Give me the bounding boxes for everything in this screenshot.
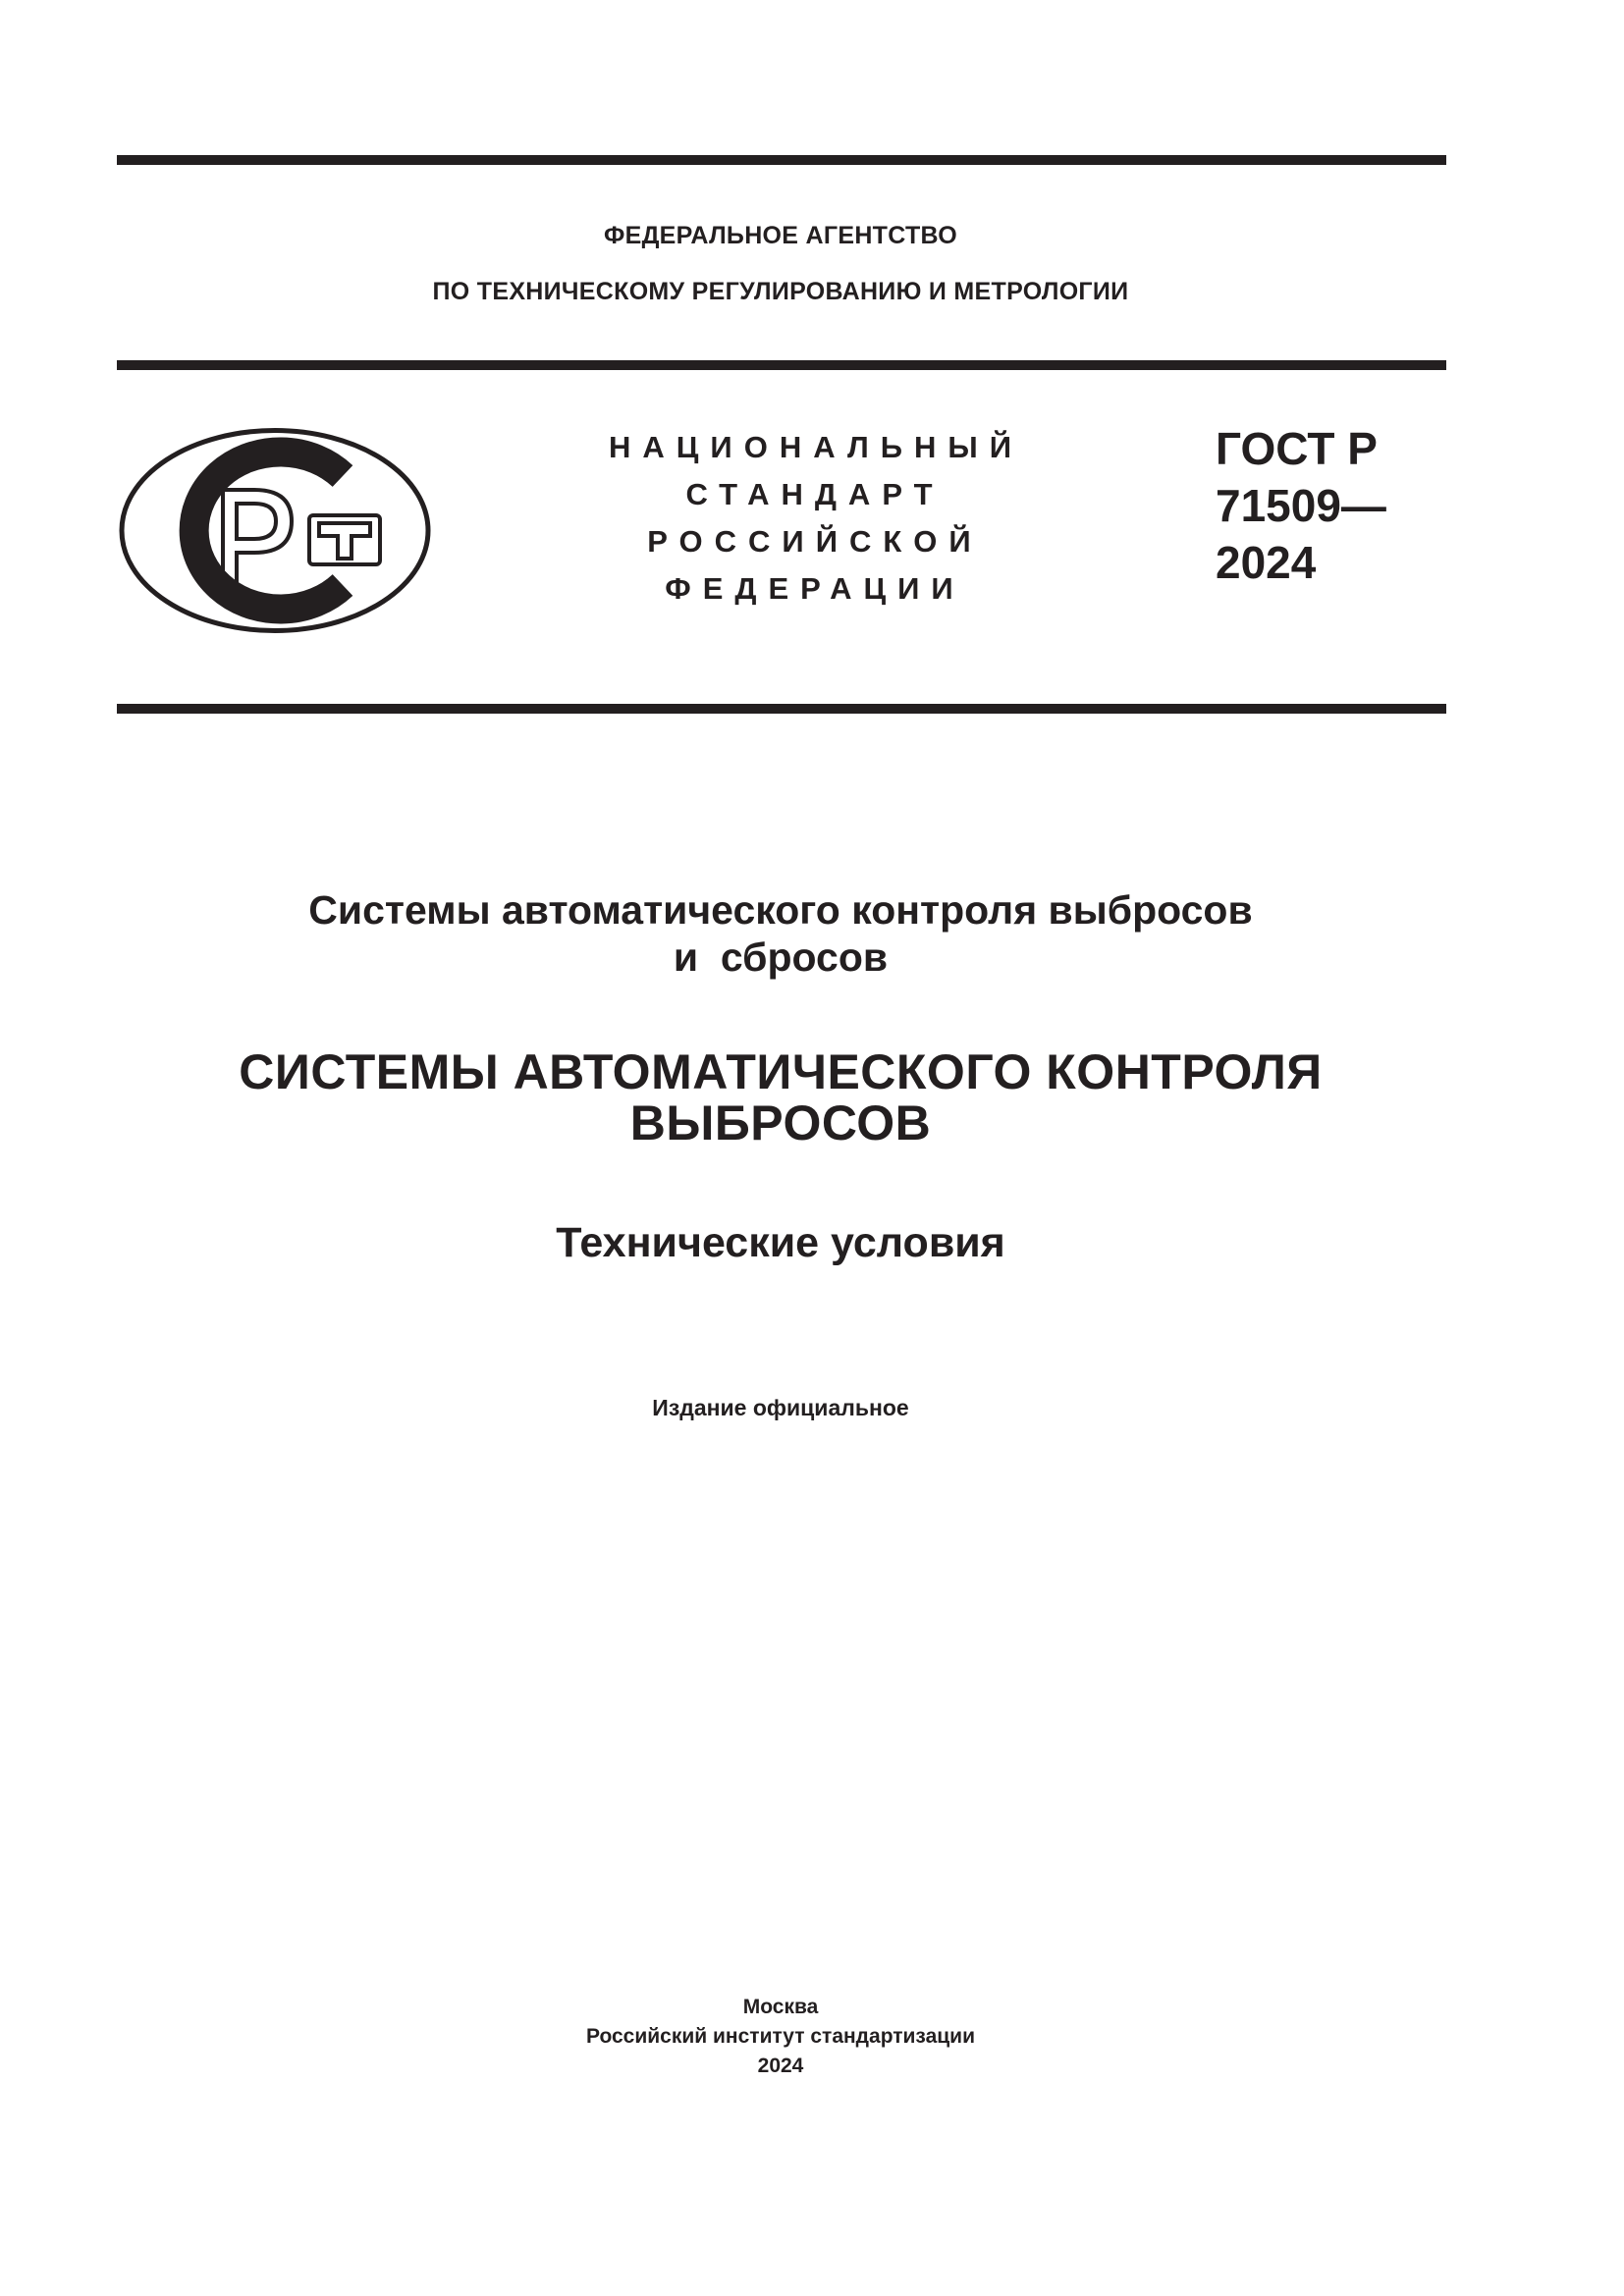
imprint-year: 2024 (757, 2055, 804, 2077)
designation-line-1: ГОСТ Р (1216, 423, 1378, 474)
title-subtitle: Технические условия (556, 1219, 1005, 1266)
agency-name-line-1: ФЕДЕРАЛЬНОЕ АГЕНТСТВО (603, 222, 958, 249)
standard-type-line-4: ФЕДЕРАЦИИ (665, 571, 965, 606)
standard-type-line-2: СТАНДАРТ (685, 477, 945, 511)
imprint-city: Москва (742, 1996, 819, 2018)
title-intro (0, 886, 1561, 981)
title-main-line-2: ВЫБРОСОВ (629, 1095, 932, 1150)
agency-name-line-2: ПО ТЕХНИЧЕСКОМУ РЕГУЛИРОВАНИЮ И МЕТРОЛОГИИ (432, 278, 1129, 305)
title-main-line-1: СИСТЕМЫ АВТОМАТИЧЕСКОГО КОНТРОЛЯ (239, 1044, 1323, 1099)
standard-type-line-1: НАЦИОНАЛЬНЫЙ (609, 430, 1024, 464)
edition-note: Издание официальное (652, 1395, 909, 1420)
top-rule (117, 155, 1446, 165)
imprint-publisher: Российский институт стандартизации (585, 2025, 976, 2048)
imprint (0, 1993, 1561, 2081)
designation-line-3: 2024 (1216, 537, 1317, 588)
standard-type-line-3: РОССИЙСКОЙ (647, 524, 983, 559)
title-main (0, 1046, 1561, 1148)
title-intro-line-2: и сбросов (673, 934, 889, 980)
header-divider-rule (117, 360, 1446, 370)
designation-line-2: 71509— (1216, 480, 1386, 531)
title-intro-line-1: Системы автоматического контроля выбросов (308, 887, 1253, 933)
title-block-rule (117, 704, 1446, 714)
standard-designation (1216, 420, 1386, 591)
rst-certification-mark-icon (117, 425, 433, 636)
standard-type-block (609, 424, 1024, 613)
